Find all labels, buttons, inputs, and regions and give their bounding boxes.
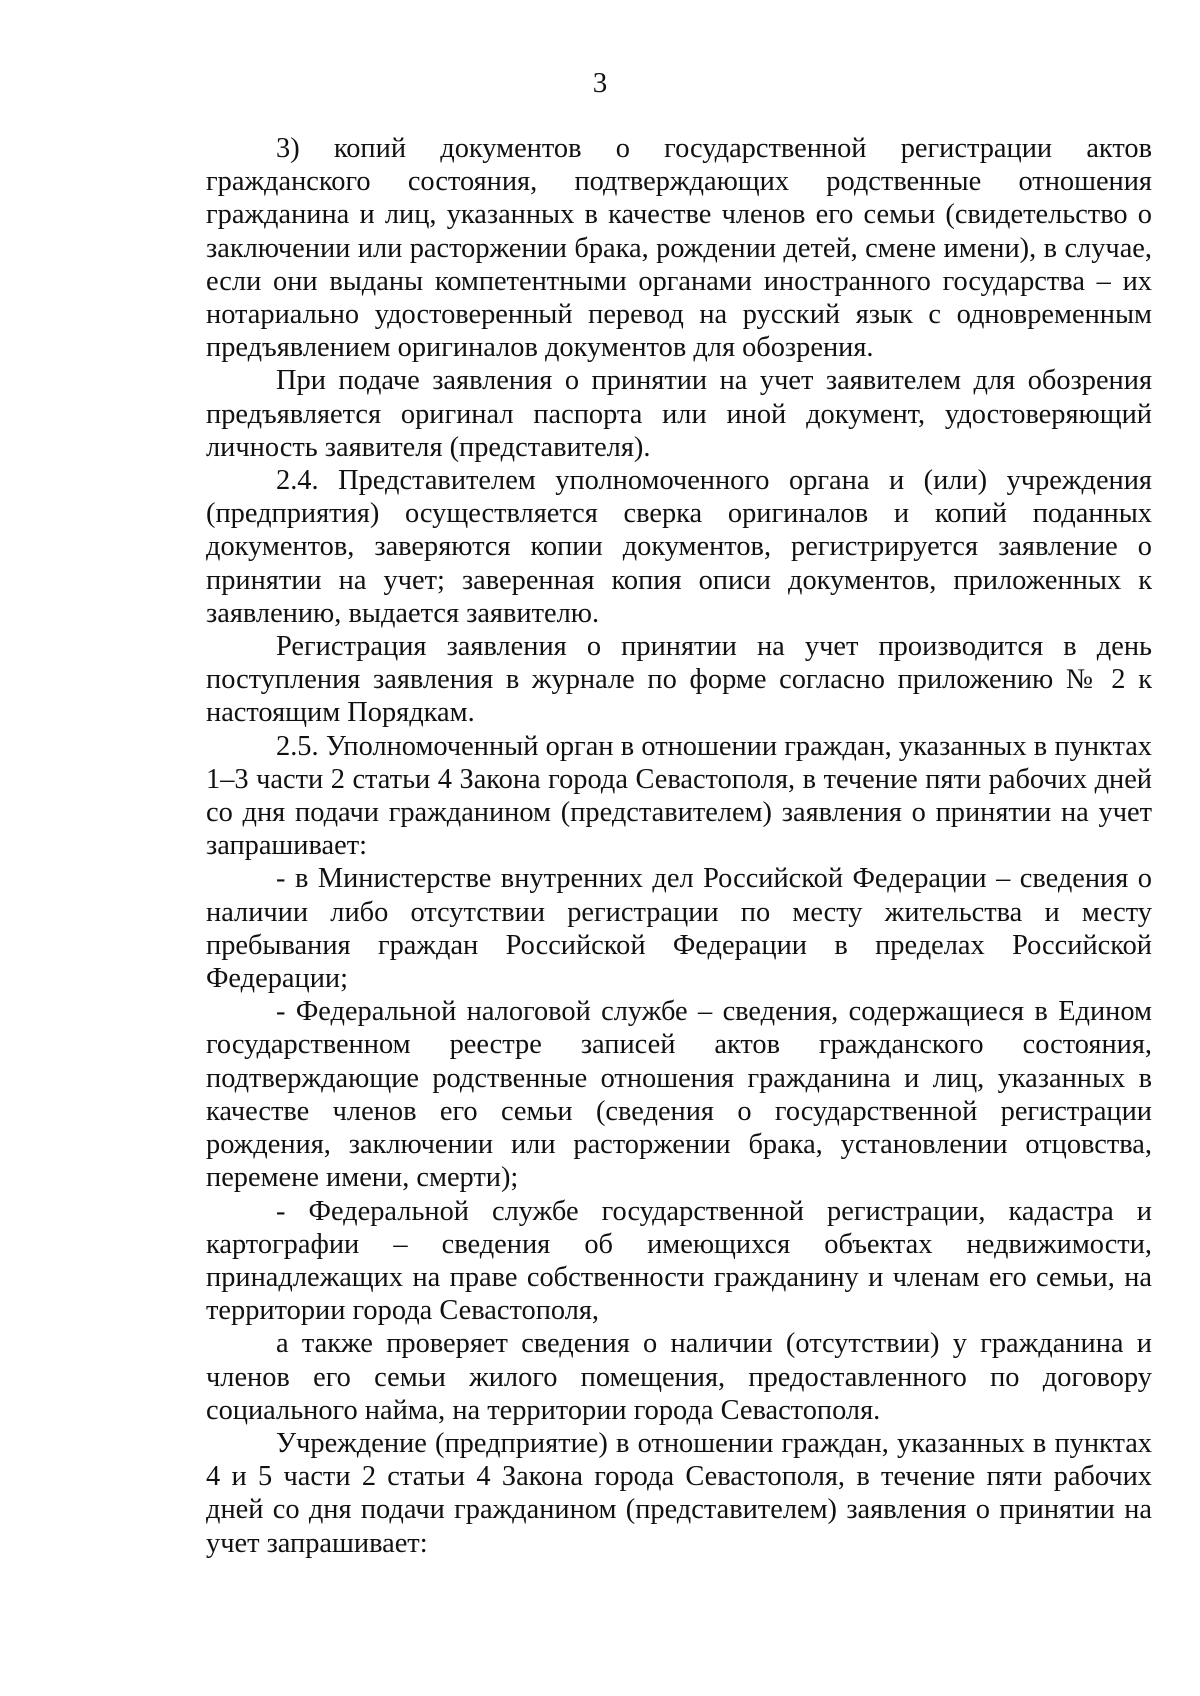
paragraph-passport: При подаче заявления о принятии на учет заявителем для обозрения предъявляется оригинал паспорта или иной документ, удостоверяющий личность заявителя (представителя). (206, 365, 1152, 463)
paragraph-item-3-copies: 3) копий документов о государственной регистрации актов гражданского состояния, подтверждающих родственные отношения гражданина и лиц, указанных в качестве членов его семьи (свидетельство о заключении или расторжении брака, рождении детей, смене имени), в случае, если они выданы компетентными органами иностранного государства – их нотариально удостоверенный перевод на русский язык с одновременным предъявлением оригиналов документов для обозрения. (206, 133, 1152, 364)
page-number: 3 (592, 67, 608, 99)
document-body (206, 132, 1152, 1560)
list-item-mvd: - в Министерстве внутренних дел Российской Федерации – сведения о наличии либо отсутствии регистрации по месту жительства и месту пребывания граждан Российской Федерации в пределах Российской Федерации; (206, 863, 1152, 995)
list-item-fns: - Федеральной налоговой службе – сведения, содержащиеся в Едином государственном реестре записей актов гражданского состояния, подтверждающие родственные отношения гражданина и лиц, указанных в качестве членов его семьи (сведения о государственной регистрации рождения, заключении или расторжении брака, установлении отцовства, перемене имени, смерти); (206, 996, 1152, 1194)
paragraph-social-housing-check: а также проверяет сведения о наличии (отсутствии) у гражданина и членов его семьи жилого помещения, предоставленного по договору социального найма, на территории города Севастополя. (206, 1328, 1152, 1426)
list-item-rosreestr: - Федеральной службе государственной регистрации, кадастра и картографии – сведения об имеющихся объектах недвижимости, принадлежащих на праве собственности гражданину и членам его семьи, на территории города Севастополя, (206, 1195, 1152, 1327)
paragraph-registration: Регистрация заявления о принятии на учет производится в день поступления заявления в журнале по форме согласно приложению № 2 к настоящим Порядкам. (206, 631, 1152, 729)
paragraph-2-4: 2.4. Представителем уполномоченного органа и (или) учреждения (предприятия) осуществляется сверка оригиналов и копий поданных документов, заверяются копии документов, регистрируется заявление о принятии на учет; заверенная копия описи документов, приложенных к заявлению, выдается заявителю. (206, 465, 1152, 629)
paragraph-institution: Учреждение (предприятие) в отношении граждан, указанных в пунктах 4 и 5 части 2 статьи 4 Закона города Севастополя, в течение пяти рабочих дней со дня подачи гражданином (представителем) заявления о принятии на учет запрашивает: (206, 1427, 1152, 1559)
paragraph-2-5: 2.5. Уполномоченный орган в отношении граждан, указанных в пунктах 1–3 части 2 статьи 4 Закона города Севастополя, в течение пяти рабочих дней со дня подачи гражданином (представителем) заявления о принятии на учет запрашивает: (206, 730, 1152, 862)
